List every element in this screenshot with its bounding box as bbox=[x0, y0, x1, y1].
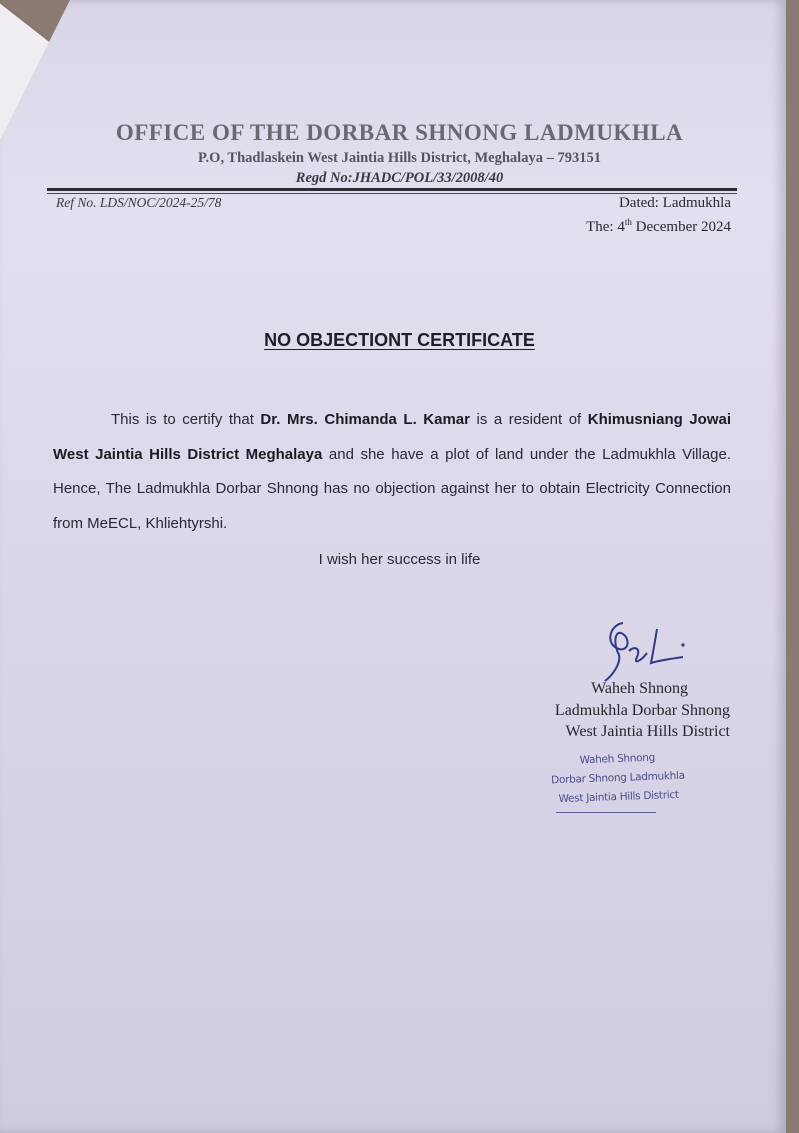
certificate-body bbox=[53, 403, 731, 541]
signatory-title: Waheh Shnong bbox=[591, 680, 688, 697]
signatory-district: West Jaintia Hills District bbox=[565, 723, 730, 740]
body-intro: This is to certify that bbox=[111, 411, 261, 428]
body-mid: is a resident of bbox=[469, 411, 588, 428]
resident-place: Khimusniang Jowai West Jaintia Hills District Meghalaya bbox=[53, 411, 731, 463]
date-prefix: The: 4 bbox=[586, 219, 625, 235]
stamp-organisation: Dorbar Shnong Ladmukhla bbox=[550, 769, 685, 787]
date-block bbox=[586, 194, 731, 237]
signatory-organisation: Ladmukhla Dorbar Shnong bbox=[554, 701, 730, 719]
stamp-district: West Jaintia Hills District bbox=[558, 788, 679, 806]
date-rest: December 2024 bbox=[631, 219, 731, 235]
signatory-block bbox=[500, 678, 730, 743]
dated-place: Dated: Ladmukhla bbox=[618, 195, 731, 211]
wish-line: I wish her success in life bbox=[318, 551, 481, 568]
reference-number: Ref No. LDS/NOC/2024-25/78 bbox=[56, 195, 222, 210]
rubber-stamp bbox=[547, 748, 689, 810]
date-suffix: th bbox=[624, 217, 632, 227]
certificate-title: NO OBJECTIONT CERTIFICATE bbox=[264, 330, 535, 350]
stamp-underline bbox=[556, 812, 656, 813]
body-rest: and she have a plot of land under the Ladmukhla Village. Hence, The Ladmukhla Dorbar Shnong has no objection against her to obtain Electricity Connection from MeECL, Khliehtyrshi. bbox=[53, 445, 732, 532]
handwritten-signature bbox=[585, 615, 695, 687]
date-line bbox=[586, 213, 731, 237]
header-rule-thick bbox=[47, 188, 737, 191]
stamp-title: Waheh Shnong bbox=[579, 751, 656, 767]
office-address: P.O, Thadlaskein West Jaintia Hills District, Meghalaya – 793151 bbox=[198, 150, 601, 166]
resident-name: Dr. Mrs. Chimanda L. Kamar bbox=[260, 411, 470, 428]
registration-number: Regd No:JHADC/POL/33/2008/40 bbox=[295, 170, 504, 186]
office-title: OFFICE OF THE DORBAR SHNONG LADMUKHLA bbox=[115, 120, 684, 145]
